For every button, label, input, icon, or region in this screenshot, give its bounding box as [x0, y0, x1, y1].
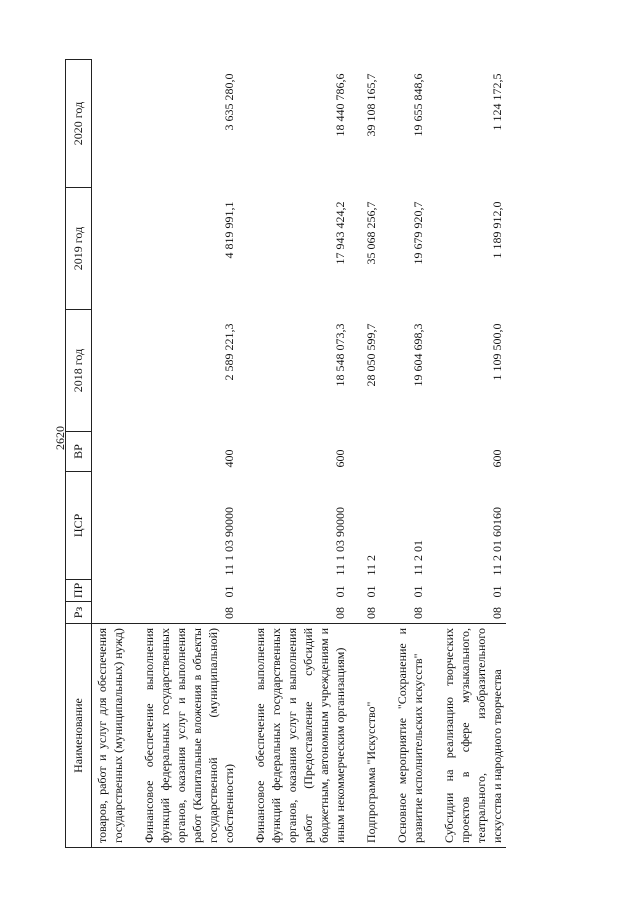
row-2020: 3 635 280,0	[222, 73, 236, 131]
row-pr: 01	[333, 585, 347, 598]
row-name: товаров, работ и услуг для обеспечения государственных (муниципальных) нужд)	[92, 624, 128, 848]
row-name: Финансовое обеспечение выполнения функций федеральных государственных органов, оказания услуг и выполнения работ (Капитальные вложения в объекты государственной (муниципальной) собственности)	[127, 624, 238, 848]
row-rz: 08	[333, 607, 347, 619]
row-2020: 1 124 172,5	[490, 73, 504, 131]
row-pr	[92, 580, 128, 602]
row-pr: 01	[411, 585, 425, 598]
row-csr	[92, 472, 128, 580]
row-pr: 01	[490, 585, 504, 598]
row-2018: 18 548 073,3	[333, 323, 347, 387]
row-vr	[380, 432, 427, 472]
row-vr	[349, 432, 380, 472]
row-name: Подпрограмма "Искусство"	[349, 624, 380, 848]
row-2020: 19 655 848,6	[411, 73, 425, 137]
row-name: Субсидии на реализацию творческих проектов в сфере музыкального, театрального, изобразительного искусства и народного творчества	[427, 624, 506, 848]
header-2019: 2019 год	[66, 188, 92, 310]
row-2020: 39 108 165,7	[364, 73, 378, 137]
row-2020: 18 440 786,6	[333, 73, 347, 137]
header-csr: ЦСР	[66, 472, 92, 580]
header-rz: Рз	[66, 602, 92, 624]
row-rz: 08	[411, 607, 425, 619]
table-row	[127, 60, 238, 848]
row-rz: 08	[222, 607, 236, 619]
row-2018: 1 109 500,0	[490, 323, 504, 381]
row-name: Основное мероприятие "Сохранение и развитие исполнительских искусств"	[380, 624, 427, 848]
row-pr: 01	[222, 585, 236, 598]
row-csr: 11 2 01 60160	[490, 506, 504, 576]
row-vr: 600	[333, 449, 347, 468]
row-2020	[92, 60, 128, 188]
row-pr: 01	[364, 585, 378, 598]
header-name: Наименование	[66, 624, 92, 848]
row-csr: 11 1 03 90000	[333, 506, 347, 576]
row-2018: 28 050 599,7	[364, 323, 378, 387]
header-pr: ПР	[66, 580, 92, 602]
header-vr: ВР	[66, 432, 92, 472]
row-csr: 11 2 01	[411, 539, 425, 576]
table-header-row	[66, 60, 92, 848]
budget-table	[65, 59, 506, 848]
header-2018: 2018 год	[66, 310, 92, 432]
row-rz: 08	[490, 607, 504, 619]
row-csr: 11 2	[364, 554, 378, 576]
row-rz: 08	[364, 607, 378, 619]
table-row	[349, 60, 380, 848]
row-2018: 2 589 221,3	[222, 323, 236, 381]
row-2018: 19 604 698,3	[411, 323, 425, 387]
table-row	[238, 60, 349, 848]
row-vr: 400	[222, 449, 236, 468]
row-2018	[92, 310, 128, 432]
row-name: Финансовое обеспечение выполнения функций федеральных государственных органов, оказания услуг и выполнения работ (Предоставление субсидий бюджетным, автономным учреждениям и иным некоммерческим организациям)	[238, 624, 349, 848]
row-2019: 17 943 424,2	[333, 201, 347, 265]
row-2019: 4 819 991,1	[222, 201, 236, 259]
rotated-table-container	[65, 60, 595, 848]
table-row	[427, 60, 506, 848]
row-2019: 35 068 256,7	[364, 201, 378, 265]
table-row	[92, 60, 128, 848]
header-2020: 2020 год	[66, 60, 92, 188]
row-csr: 11 1 03 90000	[222, 506, 236, 576]
row-2019	[92, 188, 128, 310]
row-vr: 600	[490, 449, 504, 468]
table-row	[380, 60, 427, 848]
row-rz	[92, 602, 128, 624]
row-vr	[92, 432, 128, 472]
row-2019: 19 679 920,7	[411, 201, 425, 265]
row-2019: 1 189 912,0	[490, 201, 504, 259]
page-number: 2620	[53, 426, 67, 450]
